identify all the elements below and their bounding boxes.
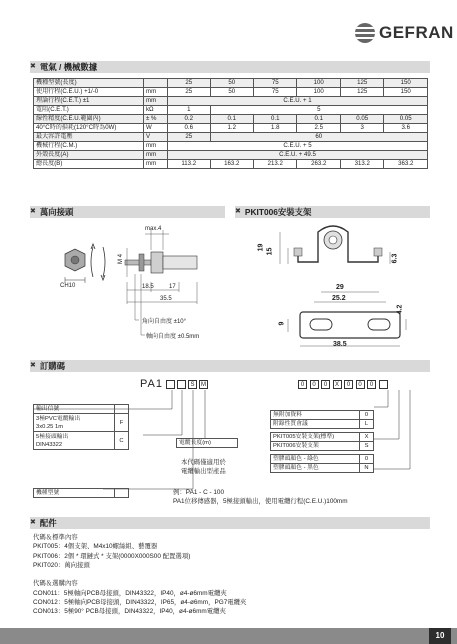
connector-drawing: [55, 222, 225, 342]
section-title: PKIT006安裝支架: [244, 207, 312, 217]
order-prefix: PA1: [140, 378, 163, 390]
output-code: C: [115, 432, 129, 450]
spec-label: 最大容許電壓: [34, 133, 144, 142]
spec-value: 263.2: [297, 160, 340, 169]
spec-row: [34, 97, 428, 106]
brand-name: GEFRAN: [379, 23, 454, 42]
spec-unit: W: [144, 124, 168, 133]
spec-unit: mm: [144, 151, 168, 160]
spec-value: 25: [168, 88, 211, 97]
spec-row: [34, 142, 428, 151]
gefran-logo: [355, 22, 454, 44]
spec-label: 機械行程(C.M.): [34, 142, 144, 151]
spec-row: [34, 106, 428, 115]
spec-row: [34, 133, 428, 142]
spec-value: 113.2: [168, 160, 211, 169]
option-label: 塑膠頭顏色 - 綠色: [271, 455, 360, 464]
section-bracket: [235, 206, 430, 218]
accessory-code-box: 0: [298, 380, 307, 389]
accessory-line: 代碼＆標準內容: [33, 534, 78, 541]
example-code: 例：PA1 - C - 100: [173, 489, 225, 496]
option-row: [271, 442, 374, 451]
bracket-drawing: [258, 222, 438, 352]
accessory-line: PKIT020：萬向接頭: [33, 561, 90, 569]
option-row: [271, 464, 374, 473]
dim-4-2: 4.2: [396, 304, 404, 315]
section-ordering: [30, 360, 430, 372]
spec-value: 100: [297, 79, 340, 88]
spec-value: 50: [210, 79, 253, 88]
spec-value: 5: [210, 106, 427, 115]
spec-value: 125: [340, 79, 383, 88]
spec-value: C.E.U. + 49.5: [168, 151, 428, 160]
spec-value: 0.6: [168, 124, 211, 133]
spec-value: 150: [384, 88, 428, 97]
cable-length-label: 電纜長度(m): [177, 439, 238, 448]
cable-note-2: 電纜輸出型產品: [181, 468, 226, 475]
option-row: [271, 411, 374, 420]
option-code: 0: [360, 411, 374, 420]
spec-value: 1.8: [254, 124, 297, 133]
section-title: 萬向接頭: [39, 207, 74, 217]
spec-row: [34, 79, 428, 88]
spec-value: 0.1: [254, 115, 297, 124]
spec-value: 150: [384, 79, 428, 88]
dim-m4: M 4: [118, 253, 125, 265]
section-connector: [30, 206, 225, 218]
spec-table: [33, 78, 428, 169]
spec-unit: mm: [144, 88, 168, 97]
option-row: [271, 455, 374, 464]
spec-value: 2.5: [297, 124, 340, 133]
accessory-line: PKIT006：2個 * 環鏈式 * 支架(0000X000S00 配置選項): [33, 552, 191, 560]
spec-label: 使用行程(C.E.U.) +1/-0: [34, 88, 144, 97]
output-row: [34, 405, 129, 414]
spec-value: C.E.U. + 1: [168, 97, 428, 106]
cable-length-table: [176, 438, 238, 448]
dim-38-5: 38.5: [333, 341, 347, 348]
spec-row: [34, 160, 428, 169]
cross-icon: ✖: [30, 63, 36, 70]
option-label: PKIT005安裝支架(標準): [271, 433, 360, 442]
accessory-code-box: 0: [367, 380, 376, 389]
dim-15: 15: [266, 247, 274, 256]
spec-row: [34, 124, 428, 133]
accessory-code-box: 0: [344, 380, 353, 389]
option-code: N: [360, 464, 374, 473]
cross-icon: ✖: [235, 208, 241, 215]
option-code: L: [360, 420, 374, 429]
cross-icon: ✖: [30, 362, 36, 369]
spec-unit: kΩ: [144, 106, 168, 115]
spec-value: 0.05: [384, 115, 428, 124]
option-label: PKIT006安裝支架: [271, 442, 360, 451]
accessory-code-box: X: [333, 380, 342, 389]
dim-18-5: 18.5: [142, 284, 154, 290]
cross-icon: ✖: [30, 519, 36, 526]
spec-value: 163.2: [210, 160, 253, 169]
option-row: [271, 420, 374, 429]
spec-unit: mm: [144, 97, 168, 106]
code-box-3: S: [188, 380, 197, 389]
section-title: 電氣 / 機械數據: [39, 62, 98, 72]
spec-value: 0.1: [297, 115, 340, 124]
dim-ch10: CH10: [60, 283, 76, 289]
dim-35-5: 35.5: [160, 296, 172, 302]
spec-label: 外殼長度(A): [34, 151, 144, 160]
spec-value: 25: [168, 133, 211, 142]
spec-value: 75: [254, 79, 297, 88]
spec-value: 3.6: [384, 124, 428, 133]
option-label: 附錄性質會議: [271, 420, 360, 429]
output-label: 5極接頭輸出 DIN43322: [34, 432, 115, 450]
dim-25-2: 25.2: [332, 295, 346, 302]
spec-row: [34, 115, 428, 124]
spec-label: 線性精度(C.E.U.範圍內): [34, 115, 144, 124]
mechanical-model-table: [33, 488, 129, 498]
spec-label: 40°C時的損耗(120°C時為0W): [34, 124, 144, 133]
spec-value: 25: [168, 79, 211, 88]
spec-value: 313.2: [340, 160, 383, 169]
spec-value: 0.05: [340, 115, 383, 124]
spec-unit: mm: [144, 160, 168, 169]
accessory-code-box: 0: [356, 380, 365, 389]
spec-value: 1: [168, 106, 211, 115]
spec-unit: V: [144, 133, 168, 142]
code-box-4: M: [201, 382, 206, 388]
page-number: 10: [429, 628, 451, 644]
output-label: 3極PVC電纜輸出 3x0.25 1m: [34, 414, 115, 432]
option-label: 塑膠頭顏色 - 黑色: [271, 464, 360, 473]
accessory-line: CON011：5極軸向PCB母接頭，DIN43322，IP40，ø4-ø6mm電纜夾: [33, 589, 227, 597]
spec-unit: ± %: [144, 115, 168, 124]
output-code: [115, 405, 129, 414]
spec-label: 理論行程(C.E.T.) ±1: [34, 97, 144, 106]
output-signal-table: [33, 404, 129, 450]
spec-unit: [144, 79, 168, 88]
dim-17: 17: [169, 284, 176, 290]
output-label: 輸出信號: [34, 405, 115, 414]
spec-value: 60: [210, 133, 427, 142]
section-accessories: [30, 517, 430, 529]
section-title: 配件: [39, 518, 57, 528]
spec-unit: mm: [144, 142, 168, 151]
spec-value: C.E.U. + 5: [168, 142, 428, 151]
cross-icon: ✖: [30, 208, 36, 215]
spec-row: [34, 151, 428, 160]
dim-9: 9: [278, 321, 286, 326]
accessory-line: CON013：5極90° PCB母接頭，DIN43322，IP40，ø4-ø6mm電纜夾: [33, 608, 226, 616]
dim-max-angle: max.4: [145, 226, 162, 232]
spec-value: 1.2: [210, 124, 253, 133]
spec-value: 125: [340, 88, 383, 97]
accessory-line: CON012：5極軸向PCB母接頭，DIN43322，IP65，ø4-ø6mm，PG7電纜夾: [33, 599, 247, 607]
cable-note-1: 本代碼僅適用於: [181, 459, 226, 466]
option-row: [271, 433, 374, 442]
spec-label: 總長度(B): [34, 160, 144, 169]
option-code: 0: [360, 455, 374, 464]
accessory-option-table: [270, 410, 374, 473]
output-row: [34, 432, 129, 450]
spec-value: 363.2: [384, 160, 428, 169]
accessory-code-box: 0: [310, 380, 319, 389]
output-row: [34, 414, 129, 432]
mechanical-model-label: 機種型號: [34, 489, 115, 498]
dim-6-3: 6.3: [391, 253, 399, 264]
spec-label: 機種型號(長度): [34, 79, 144, 88]
page-footer: [0, 628, 457, 644]
spec-value: 75: [254, 88, 297, 97]
section-electrical: [30, 61, 430, 73]
accessory-code-box: 0: [321, 380, 330, 389]
spec-value: 50: [210, 88, 253, 97]
spec-value: 0.1: [210, 115, 253, 124]
accessory-line: PKIT005：4個支架、M4x10螺絲組、藝覆器: [33, 543, 158, 551]
spec-value: 213.2: [254, 160, 297, 169]
spec-row: [34, 88, 428, 97]
axial-note: 軸向自由度 ±0.5mm: [146, 334, 200, 340]
accessory-line: 代碼＆選購內容: [33, 580, 78, 588]
option-code: S: [360, 442, 374, 451]
accessories-list: [33, 533, 246, 617]
output-code: F: [115, 414, 129, 432]
accessory-line: [33, 570, 246, 579]
globe-icon: [355, 23, 375, 43]
example-description: PA1位移傳感器，5極接頭輸出，使用電纜行程(C.E.U.)100mm: [173, 498, 348, 505]
spec-value: 0.2: [168, 115, 211, 124]
spec-value: 100: [297, 88, 340, 97]
spec-value: 3: [340, 124, 383, 133]
option-code: X: [360, 433, 374, 442]
angle-note: 角向自由度 ±10°: [142, 319, 187, 325]
dim-19: 19: [257, 243, 265, 252]
option-label: 無附加資料: [271, 411, 360, 420]
dim-29: 29: [336, 284, 344, 291]
section-title: 訂購碼: [39, 361, 65, 371]
spec-label: 電阻(C.E.T.): [34, 106, 144, 115]
